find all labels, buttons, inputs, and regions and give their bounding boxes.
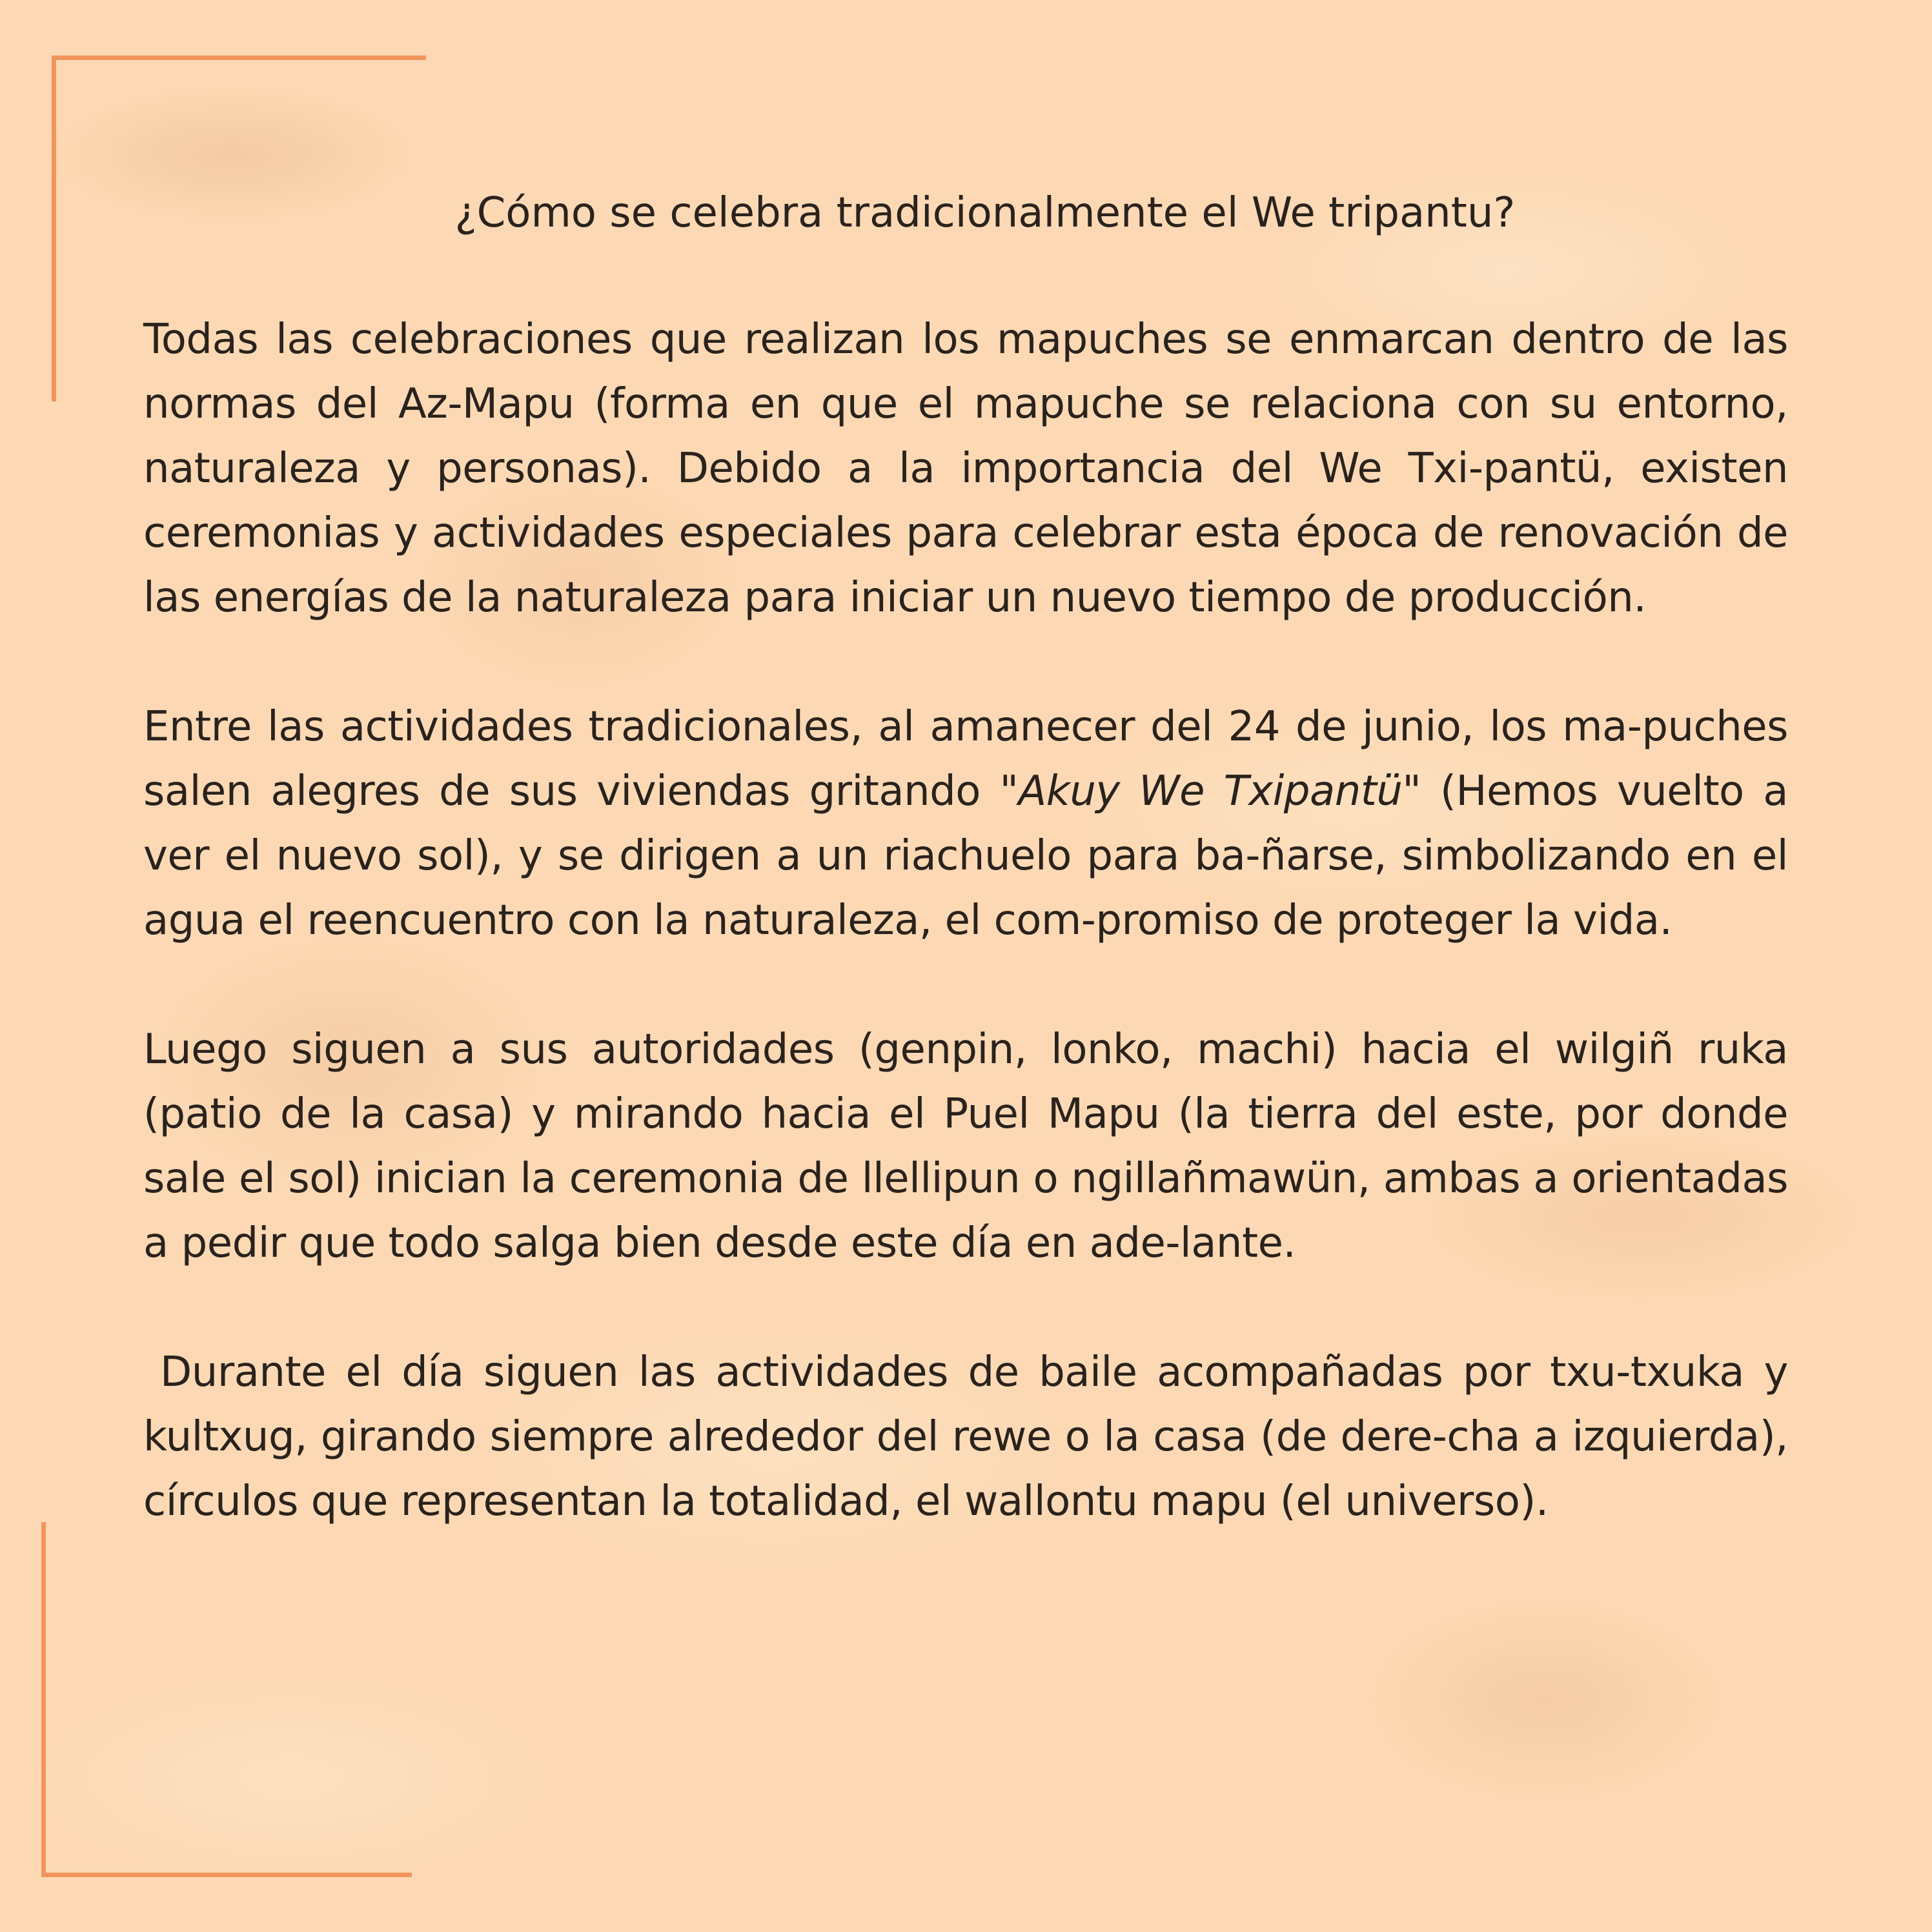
paragraph-autoridades: Luego siguen a sus autoridades (genpin, lonko, machi) hacia el wilgiñ ruka (patio de la casa) y mirando hacia el Puel Mapu (la tierra del este, por donde sale el sol) inician la ceremonia de llellipun o ngillañmawün, ambas a orientadas a pedir que todo salga bien desde este día en ade-lante. — [143, 1026, 1788, 1267]
corner-bracket-top-horizontal — [52, 56, 426, 60]
paragraph-amanecer-text-start: Entre las actividades tradicionales, al amanecer del 24 de junio, los ma-puches salen alegres de sus viviendas gritando — [143, 703, 1788, 815]
paragraph-amanecer — [143, 695, 1788, 953]
page-title: ¿Cómo se celebra tradicionalmente el We tripantu? — [454, 189, 1516, 237]
corner-bracket-bottom-vertical — [41, 1522, 46, 1877]
corner-bracket-top-vertical — [52, 56, 56, 402]
paragraph-az-mapu: Todas las celebraciones que realizan los mapuches se enmarcan dentro de las normas del Az-Mapu (forma en que el mapuche se relaciona con su entorno, naturaleza y personas). Debido a la importancia del We Txi-pantü, existen ceremonias y actividades especiales para celebrar esta época de renovación de las energías de la naturaleza para iniciar un nuevo tiempo de producción. — [143, 316, 1788, 622]
corner-bracket-bottom-horizontal — [41, 1873, 412, 1877]
paragraph-amanecer-text-end: (Hemos vuelto a ver el nuevo sol), y se dirigen a un riachuelo para ba-ñarse, simbolizando en el agua el reencuentro con la naturaleza, el com-promiso de proteger la vida. — [143, 768, 1788, 944]
paragraph-baile: Durante el día siguen las actividades de baile acompañadas por txu-txuka y kultxug, girando siempre alrededor del rewe o la casa (de dere-cha a izquierda), círculos que representan la totalidad, el wallontu mapu (el universo). — [143, 1348, 1788, 1525]
document-body — [143, 181, 1788, 1598]
akuy-we-txipantu-quote: "Akuy We Txipantü" — [999, 768, 1421, 815]
